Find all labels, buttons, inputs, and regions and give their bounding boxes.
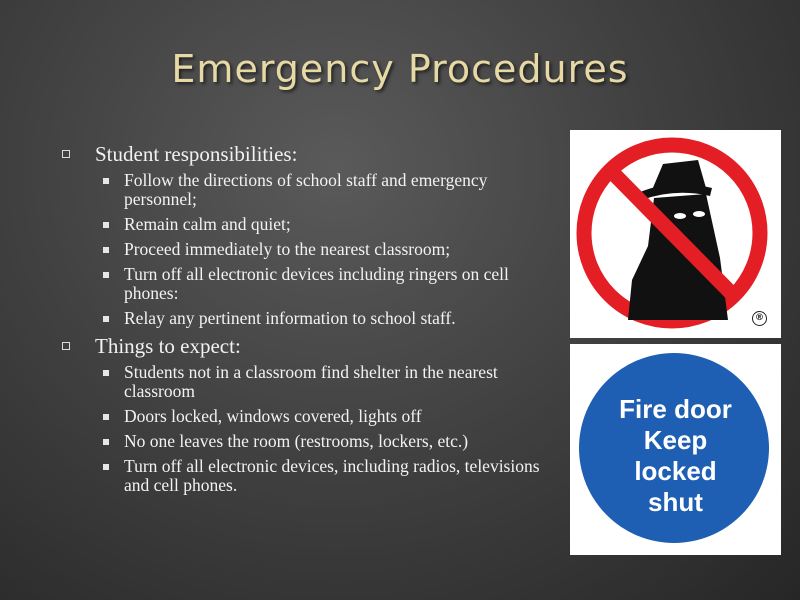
item-text: Turn off all electronic devices, including radios, televisions and cell phones. bbox=[124, 456, 540, 495]
bullet-icon bbox=[103, 222, 109, 228]
section-heading bbox=[60, 142, 560, 166]
list-item bbox=[60, 407, 560, 426]
section-heading bbox=[60, 334, 560, 358]
registered-mark: ® bbox=[752, 311, 767, 326]
square-bullet-icon bbox=[62, 342, 70, 350]
item-text: Turn off all electronic devices including ringers on cell phones: bbox=[124, 264, 509, 303]
sign-line: shut bbox=[648, 487, 703, 517]
fire-door-text bbox=[570, 394, 781, 518]
bullet-icon bbox=[103, 370, 109, 376]
list-item bbox=[60, 215, 560, 234]
item-text: Follow the directions of school staff and emergency personnel; bbox=[124, 170, 488, 209]
sign-line: Keep bbox=[643, 425, 708, 455]
sign-line: Fire door bbox=[619, 394, 732, 424]
heading-text: Student responsibilities: bbox=[95, 142, 298, 166]
bullet-icon bbox=[103, 464, 109, 470]
item-text: Doors locked, windows covered, lights off bbox=[124, 406, 422, 426]
item-text: No one leaves the room (restrooms, lockers, etc.) bbox=[124, 431, 469, 451]
item-text: Students not in a classroom find shelter in the nearest classroom bbox=[124, 362, 498, 401]
list-item bbox=[60, 240, 560, 259]
bullet-icon bbox=[103, 316, 109, 322]
slide-title: Emergency Procedures bbox=[171, 47, 629, 91]
no-intruder-sign-image bbox=[570, 130, 781, 338]
fire-door-sign-image bbox=[570, 344, 781, 555]
section-student-responsibilities bbox=[60, 142, 560, 328]
item-text: Proceed immediately to the nearest classroom; bbox=[124, 239, 451, 259]
no-intruder-sign-icon bbox=[570, 130, 781, 338]
bullet-icon bbox=[103, 247, 109, 253]
section-things-to-expect bbox=[60, 334, 560, 495]
bullet-icon bbox=[103, 414, 109, 420]
square-bullet-icon bbox=[62, 150, 70, 158]
item-text: Relay any pertinent information to school staff. bbox=[124, 308, 456, 328]
list-item bbox=[60, 432, 560, 451]
list-item bbox=[60, 363, 560, 401]
list-item bbox=[60, 171, 560, 209]
list-item bbox=[60, 309, 560, 328]
item-text: Remain calm and quiet; bbox=[124, 214, 291, 234]
bullet-icon bbox=[103, 178, 109, 184]
heading-text: Things to expect: bbox=[95, 334, 241, 358]
bullet-icon bbox=[103, 272, 109, 278]
list-item bbox=[60, 265, 560, 303]
sign-line: locked bbox=[634, 456, 717, 486]
bullet-icon bbox=[103, 439, 109, 445]
bullet-content bbox=[60, 142, 560, 501]
list-item bbox=[60, 457, 560, 495]
